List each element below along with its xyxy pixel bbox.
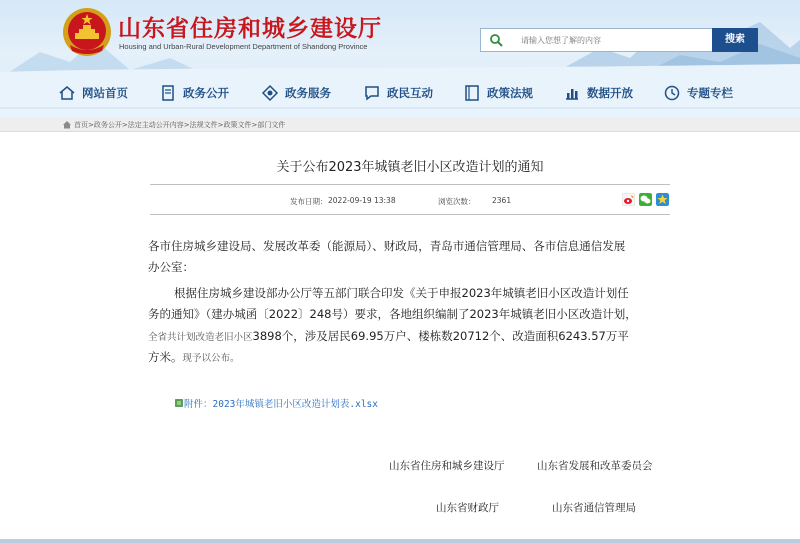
attachment-icon bbox=[175, 399, 183, 407]
body-line-4 bbox=[148, 347, 678, 369]
title-divider bbox=[150, 184, 670, 185]
nav-item-home[interactable] bbox=[58, 82, 128, 104]
view-count: 2361 bbox=[492, 196, 512, 205]
nav-label-government-affairs: 政务公开 bbox=[183, 86, 229, 100]
nav-item-government-affairs[interactable] bbox=[159, 82, 229, 104]
main-nav bbox=[58, 82, 800, 104]
body-line-2: 务的通知》（建办城函〔2022〕248号）要求，各地组织编制了2023年城镇老旧小区改造计划， bbox=[148, 307, 637, 321]
body-line-3-prefix: 全省共计划改造老旧小区 bbox=[148, 332, 253, 343]
nav-item-topics[interactable] bbox=[663, 82, 733, 104]
policy-icon bbox=[463, 84, 481, 102]
nav-label-home: 网站首页 bbox=[82, 86, 128, 100]
attachment-label[interactable]: 附件：2023年城镇老旧小区改造计划表.xlsx bbox=[184, 399, 378, 410]
nav-label-topics: 专题专栏 bbox=[687, 86, 733, 100]
addressee-line-1: 各市住房城乡建设局、发展改革委（能源局）、财政局，青岛市通信管理局、各市信息通信发展 bbox=[148, 239, 626, 253]
document-icon bbox=[159, 84, 177, 102]
qzone-icon[interactable] bbox=[656, 193, 669, 206]
body-line-3-rest: 3898个，涉及居民69.95万户、楼栋数20712个、改造面积6243.57万平 bbox=[252, 329, 629, 343]
search-button[interactable]: 搜索 bbox=[712, 28, 758, 52]
nav-item-open-data[interactable] bbox=[563, 82, 633, 104]
nav-label-interaction: 政民互动 bbox=[387, 86, 433, 100]
addressee-line-2: 办公室： bbox=[148, 260, 194, 274]
home-icon bbox=[58, 84, 76, 102]
signatory-housing-dept: 山东省住房和城乡建设厅 bbox=[389, 460, 505, 472]
views-label: 浏览次数： bbox=[438, 197, 476, 206]
body-line-3 bbox=[148, 326, 678, 348]
nav-label-services: 政务服务 bbox=[285, 86, 331, 100]
nav-item-services[interactable] bbox=[261, 82, 331, 104]
nav-label-policy: 政策法规 bbox=[487, 86, 533, 100]
body-line-1: 根据住房城乡建设部办公厅等五部门联合印发《关于申报2023年城镇老旧小区改造计划任 bbox=[174, 286, 629, 300]
search-box bbox=[480, 28, 712, 52]
signatory-finance-dept: 山东省财政厅 bbox=[436, 502, 499, 514]
weibo-icon[interactable] bbox=[622, 193, 635, 206]
nav-item-interaction[interactable] bbox=[363, 82, 433, 104]
signatory-development-commission: 山东省发展和改革委员会 bbox=[537, 460, 653, 472]
national-emblem-logo bbox=[62, 7, 112, 57]
publish-date: 2022-09-19 13:38 bbox=[328, 196, 396, 205]
topic-icon bbox=[663, 84, 681, 102]
breadcrumb-bar bbox=[0, 118, 800, 132]
attachment-link[interactable] bbox=[175, 396, 378, 410]
site-header bbox=[0, 0, 800, 118]
breadcrumb[interactable]: 首页>政务公开>法定主动公开内容>法规文件>政策文件>部门文件 bbox=[74, 121, 286, 129]
window-bottom-edge bbox=[0, 539, 800, 543]
data-icon bbox=[563, 84, 581, 102]
search-input[interactable] bbox=[521, 32, 701, 48]
home-icon bbox=[62, 120, 72, 129]
wechat-icon[interactable] bbox=[639, 193, 652, 206]
service-icon bbox=[261, 84, 279, 102]
nav-item-policy[interactable] bbox=[463, 82, 533, 104]
interaction-icon bbox=[363, 84, 381, 102]
body-line-4-start: 方米。 bbox=[148, 350, 183, 364]
article-title: 关于公布2023年城镇老旧小区改造计划的通知 bbox=[276, 160, 544, 175]
nav-label-open-data: 数据开放 bbox=[587, 86, 633, 100]
search-icon bbox=[489, 33, 503, 47]
site-subtitle: Housing and Urban-Rural Development Department of Shandong Province bbox=[119, 42, 368, 51]
site-title: 山东省住房和城乡建设厅 bbox=[118, 16, 382, 42]
body-line-4-end: 现予以公布。 bbox=[182, 353, 240, 364]
meta-divider bbox=[150, 214, 670, 215]
signatory-communications-bureau: 山东省通信管理局 bbox=[552, 502, 636, 514]
publish-date-label: 发布日期： bbox=[290, 197, 328, 206]
